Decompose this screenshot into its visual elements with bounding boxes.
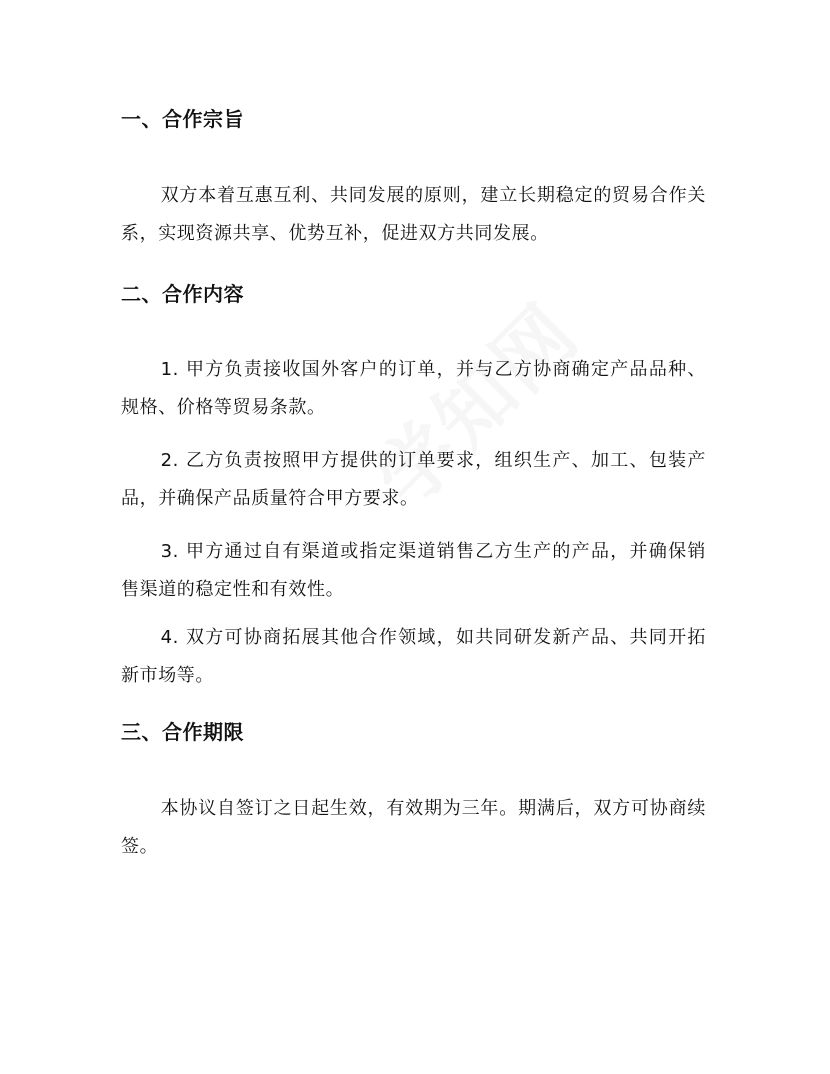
paragraph-content-1: 1. 甲方负责接收国外客户的订单，并与乙方协商确定产品品种、规格、价格等贸易条款。 xyxy=(121,359,706,418)
paragraph-term: 本协议自签订之日起生效，有效期为三年。期满后，双方可协商续签。 xyxy=(121,798,706,857)
paragraph-content-3: 3. 甲方通过自有渠道或指定渠道销售乙方生产的产品，并确保销售渠道的稳定性和有效性。 xyxy=(121,541,706,600)
section-heading-content: 二、合作内容 xyxy=(121,282,244,306)
section-heading-purpose: 一、合作宗旨 xyxy=(121,107,244,131)
paragraph-purpose: 双方本着互惠互利、共同发展的原则，建立长期稳定的贸易合作关系，实现资源共享、优势互补，促进双方共同发展。 xyxy=(121,185,706,244)
section-heading-term: 三、合作期限 xyxy=(121,720,244,744)
paragraph-content-2: 2. 乙方负责按照甲方提供的订单要求，组织生产、加工、包装产品，并确保产品质量符合甲方要求。 xyxy=(121,450,706,509)
paragraph-content-4: 4. 双方可协商拓展其他合作领域，如共同研发新产品、共同开拓新市场等。 xyxy=(121,627,706,686)
